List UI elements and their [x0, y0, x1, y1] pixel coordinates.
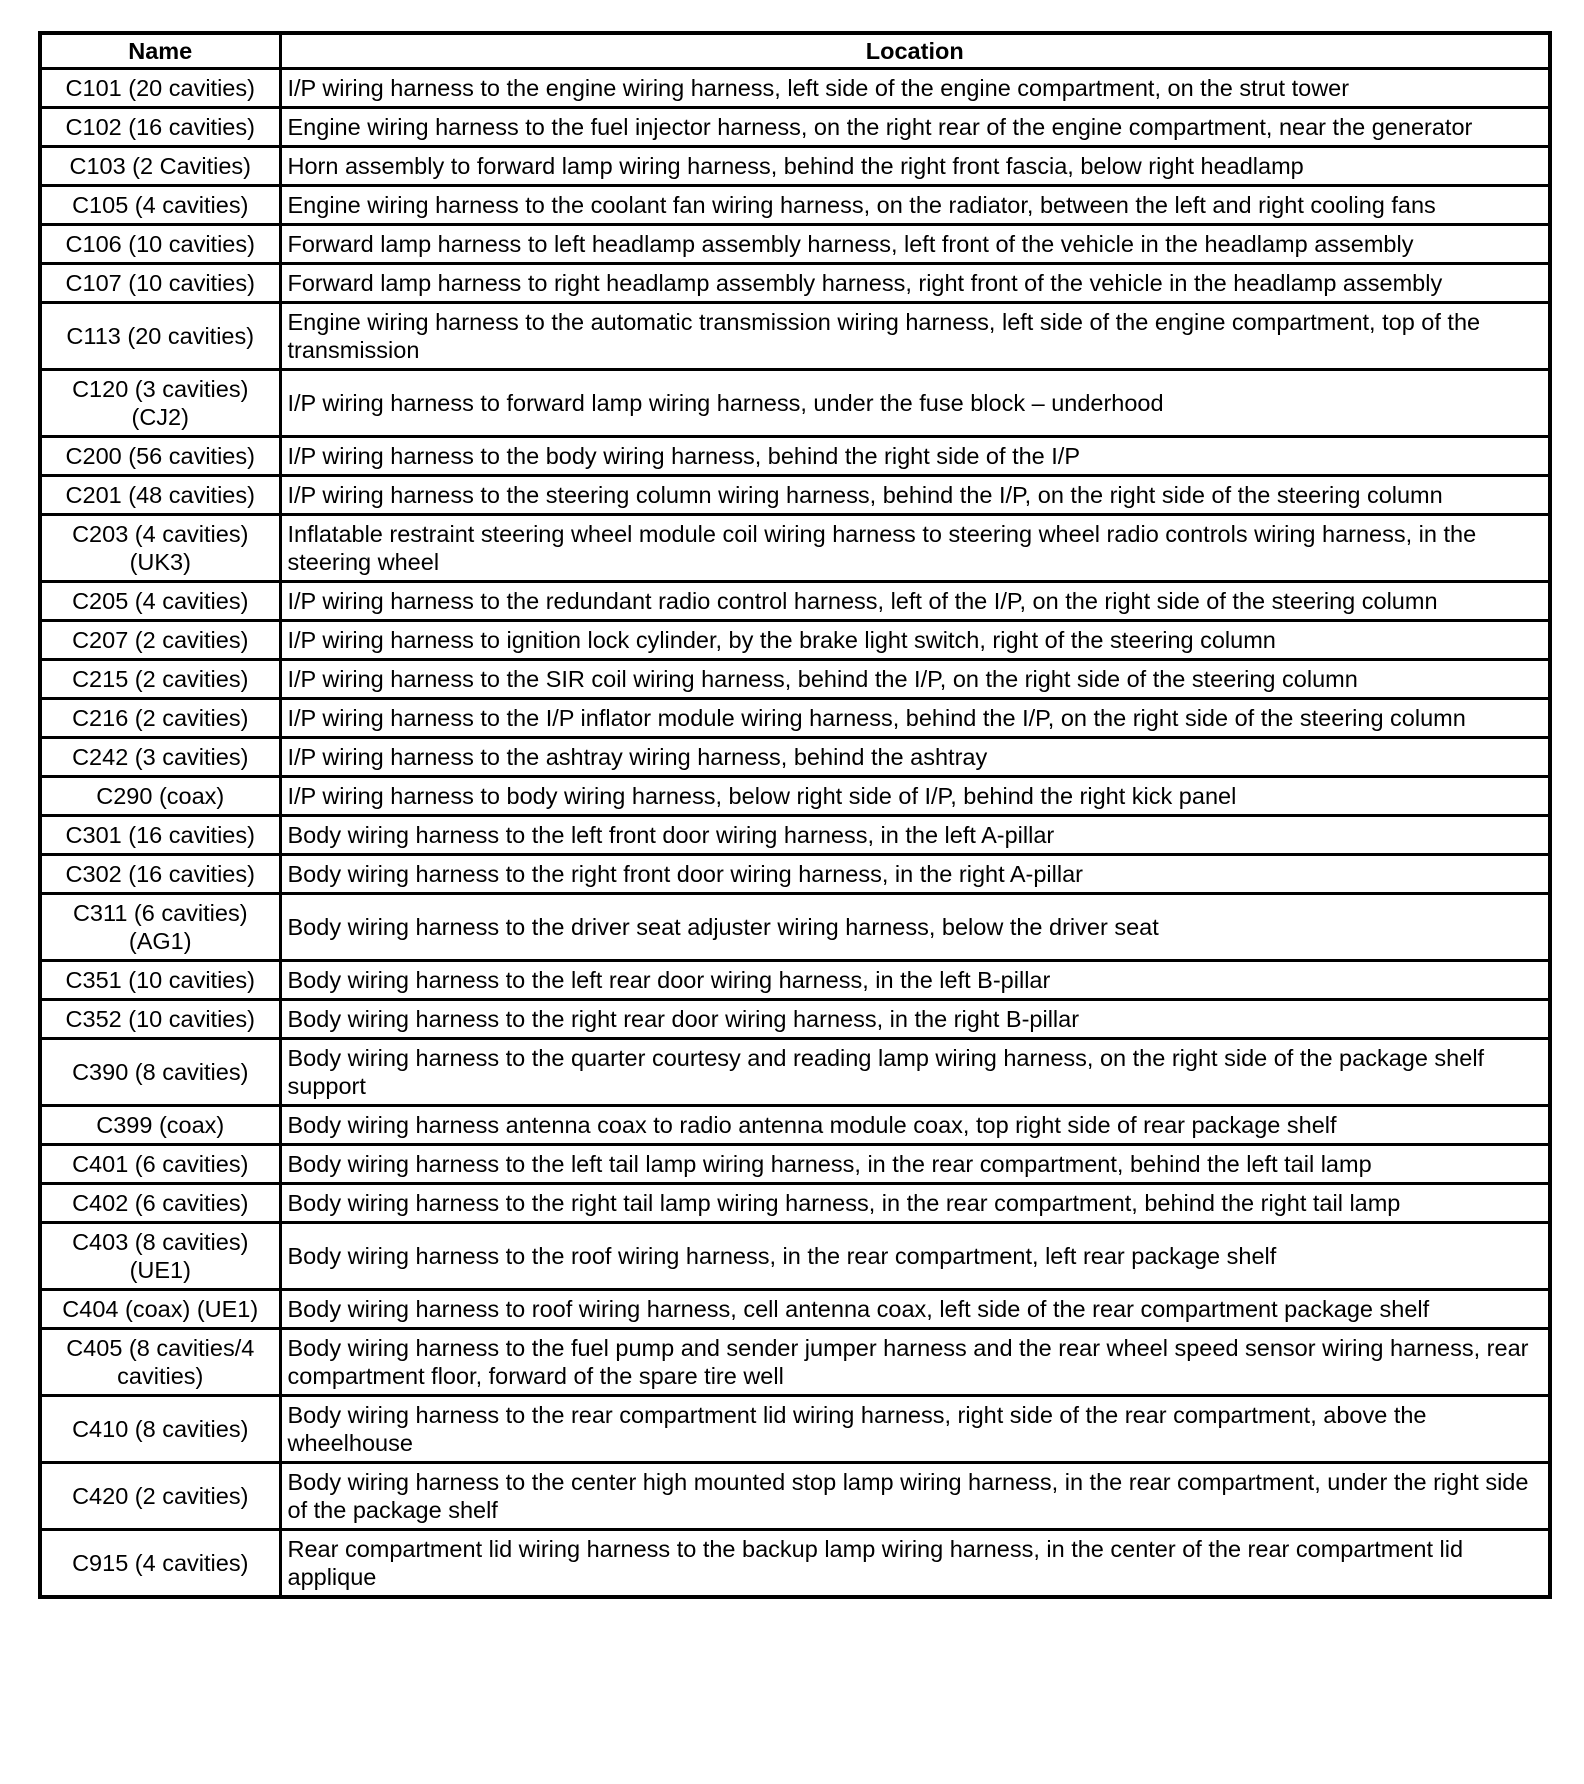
name-column-header: Name	[40, 33, 280, 69]
connector-name-cell: C402 (6 cavities)	[40, 1184, 280, 1223]
connector-name-cell: C301 (16 cavities)	[40, 816, 280, 855]
connector-name-cell: C201 (48 cavities)	[40, 476, 280, 515]
connector-location-cell: Body wiring harness to the right tail lamp wiring harness, in the rear compartment, behind the right tail lamp	[280, 1184, 1550, 1223]
connector-name-cell: C399 (coax)	[40, 1106, 280, 1145]
table-row	[40, 264, 1550, 303]
table-row	[40, 476, 1550, 515]
connector-name-cell: C215 (2 cavities)	[40, 660, 280, 699]
connector-name-cell: C101 (20 cavities)	[40, 69, 280, 108]
connector-name-cell: C207 (2 cavities)	[40, 621, 280, 660]
connector-name-cell: C113 (20 cavities)	[40, 303, 280, 370]
table-row	[40, 777, 1550, 816]
table-row	[40, 961, 1550, 1000]
table-row	[40, 816, 1550, 855]
table-row	[40, 894, 1550, 961]
table-row	[40, 303, 1550, 370]
connector-name-cell: C410 (8 cavities)	[40, 1396, 280, 1463]
connector-location-cell: I/P wiring harness to forward lamp wiring harness, under the fuse block – underhood	[280, 370, 1550, 437]
connector-location-cell: I/P wiring harness to the ashtray wiring harness, behind the ashtray	[280, 738, 1550, 777]
location-column-header: Location	[280, 33, 1550, 69]
connector-location-cell: I/P wiring harness to the I/P inflator module wiring harness, behind the I/P, on the right side of the steering column	[280, 699, 1550, 738]
table-row	[40, 1329, 1550, 1396]
table-body	[40, 69, 1550, 1598]
table-row	[40, 1396, 1550, 1463]
connector-location-cell: Rear compartment lid wiring harness to the backup lamp wiring harness, in the center of the rear compartment lid applique	[280, 1530, 1550, 1598]
connector-name-cell: C390 (8 cavities)	[40, 1039, 280, 1106]
connector-name-cell: C404 (coax) (UE1)	[40, 1290, 280, 1329]
table-row	[40, 660, 1550, 699]
connector-name-cell: C203 (4 cavities) (UK3)	[40, 515, 280, 582]
connector-location-cell: I/P wiring harness to the redundant radio control harness, left of the I/P, on the right side of the steering column	[280, 582, 1550, 621]
table-row	[40, 108, 1550, 147]
connector-name-cell: C290 (coax)	[40, 777, 280, 816]
connector-location-cell: I/P wiring harness to the body wiring harness, behind the right side of the I/P	[280, 437, 1550, 476]
connector-name-cell: C105 (4 cavities)	[40, 186, 280, 225]
connector-location-cell: Engine wiring harness to the coolant fan wiring harness, on the radiator, between the left and right cooling fans	[280, 186, 1550, 225]
connector-name-cell: C420 (2 cavities)	[40, 1463, 280, 1530]
connector-location-cell: Forward lamp harness to right headlamp assembly harness, right front of the vehicle in the headlamp assembly	[280, 264, 1550, 303]
table-header-row	[40, 33, 1550, 69]
table-row	[40, 370, 1550, 437]
table-row	[40, 1223, 1550, 1290]
connector-location-table	[38, 31, 1552, 1599]
connector-location-cell: Body wiring harness antenna coax to radio antenna module coax, top right side of rear package shelf	[280, 1106, 1550, 1145]
table-row	[40, 225, 1550, 264]
table-row	[40, 1290, 1550, 1329]
table-row	[40, 1184, 1550, 1223]
table-row	[40, 515, 1550, 582]
connector-location-cell: I/P wiring harness to the engine wiring harness, left side of the engine compartment, on the strut tower	[280, 69, 1550, 108]
connector-location-cell: I/P wiring harness to body wiring harness, below right side of I/P, behind the right kick panel	[280, 777, 1550, 816]
connector-location-cell: Body wiring harness to the left tail lamp wiring harness, in the rear compartment, behind the left tail lamp	[280, 1145, 1550, 1184]
connector-name-cell: C107 (10 cavities)	[40, 264, 280, 303]
connector-location-cell: Body wiring harness to the rear compartment lid wiring harness, right side of the rear compartment, above the wheelhouse	[280, 1396, 1550, 1463]
table-row	[40, 855, 1550, 894]
connector-location-cell: Body wiring harness to roof wiring harness, cell antenna coax, left side of the rear compartment package shelf	[280, 1290, 1550, 1329]
table-row	[40, 1000, 1550, 1039]
connector-location-cell: Body wiring harness to the roof wiring harness, in the rear compartment, left rear package shelf	[280, 1223, 1550, 1290]
connector-name-cell: C311 (6 cavities) (AG1)	[40, 894, 280, 961]
connector-name-cell: C915 (4 cavities)	[40, 1530, 280, 1598]
table-row	[40, 1530, 1550, 1598]
connector-name-cell: C216 (2 cavities)	[40, 699, 280, 738]
connector-name-cell: C405 (8 cavities/4 cavities)	[40, 1329, 280, 1396]
connector-location-cell: Body wiring harness to the right front door wiring harness, in the right A-pillar	[280, 855, 1550, 894]
connector-name-cell: C120 (3 cavities) (CJ2)	[40, 370, 280, 437]
table-row	[40, 1039, 1550, 1106]
connector-location-cell: Body wiring harness to the left rear door wiring harness, in the left B-pillar	[280, 961, 1550, 1000]
connector-location-cell: Body wiring harness to the fuel pump and sender jumper harness and the rear wheel speed sensor wiring harness, rear compartment floor, forward of the spare tire well	[280, 1329, 1550, 1396]
connector-name-cell: C242 (3 cavities)	[40, 738, 280, 777]
connector-name-cell: C352 (10 cavities)	[40, 1000, 280, 1039]
connector-location-cell: I/P wiring harness to the SIR coil wiring harness, behind the I/P, on the right side of the steering column	[280, 660, 1550, 699]
connector-location-cell: Body wiring harness to the left front door wiring harness, in the left A-pillar	[280, 816, 1550, 855]
connector-location-cell: Forward lamp harness to left headlamp assembly harness, left front of the vehicle in the headlamp assembly	[280, 225, 1550, 264]
connector-location-cell: I/P wiring harness to the steering column wiring harness, behind the I/P, on the right side of the steering column	[280, 476, 1550, 515]
table-row	[40, 1463, 1550, 1530]
table-row	[40, 186, 1550, 225]
connector-location-cell: Engine wiring harness to the fuel injector harness, on the right rear of the engine compartment, near the generator	[280, 108, 1550, 147]
connector-location-cell: Body wiring harness to the right rear door wiring harness, in the right B-pillar	[280, 1000, 1550, 1039]
connector-name-cell: C200 (56 cavities)	[40, 437, 280, 476]
connector-name-cell: C205 (4 cavities)	[40, 582, 280, 621]
table-row	[40, 621, 1550, 660]
connector-name-cell: C401 (6 cavities)	[40, 1145, 280, 1184]
connector-location-cell: Body wiring harness to the quarter courtesy and reading lamp wiring harness, on the right side of the package shelf support	[280, 1039, 1550, 1106]
table-row	[40, 437, 1550, 476]
connector-name-cell: C403 (8 cavities) (UE1)	[40, 1223, 280, 1290]
connector-location-cell: Engine wiring harness to the automatic transmission wiring harness, left side of the engine compartment, top of the transmission	[280, 303, 1550, 370]
connector-name-cell: C351 (10 cavities)	[40, 961, 280, 1000]
connector-name-cell: C106 (10 cavities)	[40, 225, 280, 264]
table-row	[40, 69, 1550, 108]
connector-location-cell: Body wiring harness to the driver seat adjuster wiring harness, below the driver seat	[280, 894, 1550, 961]
table-row	[40, 1106, 1550, 1145]
table-row	[40, 582, 1550, 621]
table-row	[40, 147, 1550, 186]
connector-name-cell: C102 (16 cavities)	[40, 108, 280, 147]
table-row	[40, 699, 1550, 738]
connector-name-cell: C302 (16 cavities)	[40, 855, 280, 894]
connector-location-cell: Horn assembly to forward lamp wiring harness, behind the right front fascia, below right headlamp	[280, 147, 1550, 186]
connector-name-cell: C103 (2 Cavities)	[40, 147, 280, 186]
connector-location-cell: Inflatable restraint steering wheel module coil wiring harness to steering wheel radio controls wiring harness, in the steering wheel	[280, 515, 1550, 582]
connector-location-cell: I/P wiring harness to ignition lock cylinder, by the brake light switch, right of the steering column	[280, 621, 1550, 660]
table-row	[40, 1145, 1550, 1184]
table-row	[40, 738, 1550, 777]
connector-location-cell: Body wiring harness to the center high mounted stop lamp wiring harness, in the rear compartment, under the right side of the package shelf	[280, 1463, 1550, 1530]
